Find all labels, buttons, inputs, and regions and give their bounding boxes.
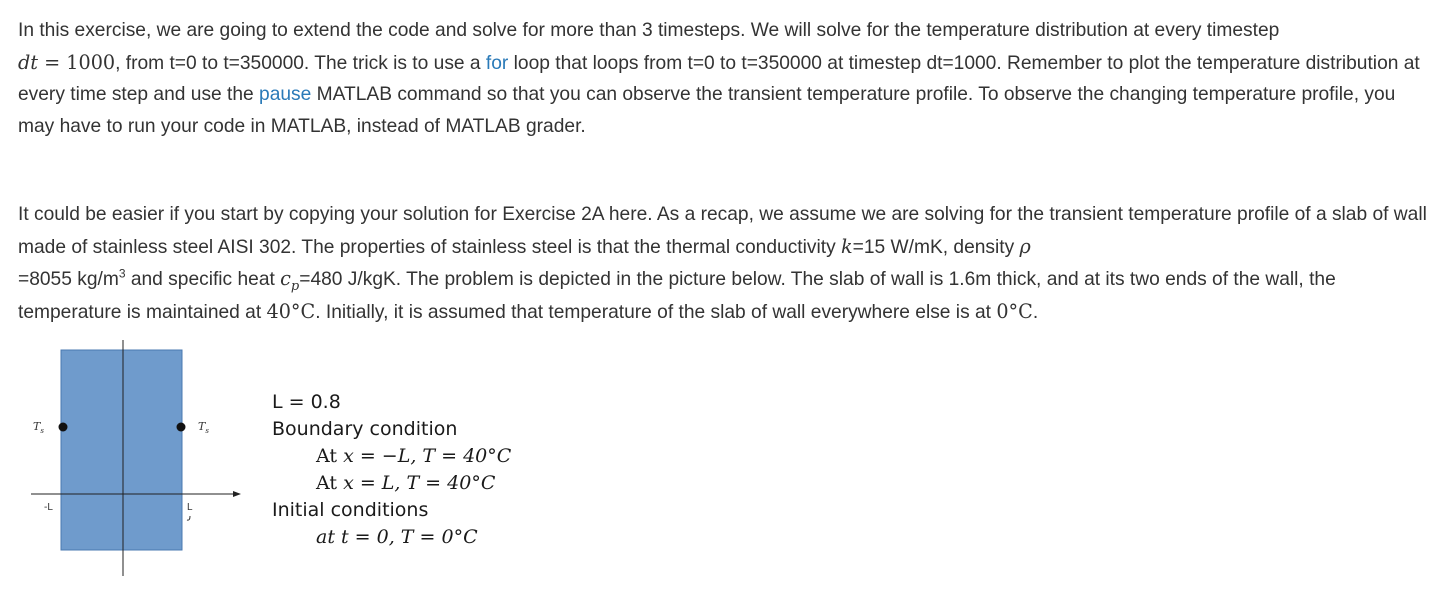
initial-heading: Initial conditions: [272, 499, 429, 521]
right-boundary-point: [177, 423, 186, 432]
intro-text-3: loop that loops from t=0 to t=350000 at timestep dt=1000. Remember to plot the temperature distribution at every time step and use the: [18, 52, 1420, 105]
temp-0-math: 0°C: [996, 299, 1033, 323]
initial-condition: at t = 0, T = 0°C: [316, 526, 478, 548]
k-symbol: k: [841, 234, 853, 258]
intro-text-2: , from t=0 to t=350000. The trick is to use a: [115, 52, 486, 74]
intro-text-1: In this exercise, we are going to extend the code and solve for more than 3 timesteps. We will solve for the temperature distribution at every timestep: [18, 20, 1280, 41]
recap-paragraph: [18, 199, 1428, 328]
recap-text-4: and specific heat: [125, 269, 281, 290]
intro-text-4: MATLAB command so that you can observe the transient temperature profile. To observe the changing temperature profile, you may have to run your code in MATLAB, instead of MATLAB grader.: [18, 84, 1396, 137]
boundary-condition-2: At x = L, T = 40°C: [316, 472, 496, 494]
left-boundary-point: [59, 423, 68, 432]
temp-40-math: 40°C: [266, 299, 316, 323]
l-value-line: L = 0.8: [272, 391, 341, 413]
for-keyword-link[interactable]: for: [485, 52, 509, 74]
slab-diagram-svg: [25, 338, 255, 580]
left-ts-label: $T_s$: [33, 420, 44, 435]
boundary-condition-1: At x = −L, T = 40°C: [316, 445, 512, 467]
p-subscript: p: [290, 278, 300, 294]
boundary-heading: Boundary condition: [272, 418, 458, 440]
recap-text-3: =8055 kg/m: [18, 269, 119, 290]
intro-paragraph: [18, 15, 1428, 142]
recap-text-5: =480 J/kgK. The problem is depicted in the picture below. The slab of wall is 1.6m thick, and at its two ends of the wall, the temperature is maintained at: [18, 269, 1336, 323]
pause-keyword-link[interactable]: pause: [259, 84, 312, 105]
left-tick-label: -L: [44, 502, 53, 513]
c-symbol: c: [280, 267, 291, 290]
right-tick-label: L: [187, 502, 193, 513]
dt-value: = 1000: [38, 50, 116, 74]
cubed-superscript: 3: [118, 266, 126, 281]
dt-variable: dt: [18, 50, 38, 74]
recap-text-7: .: [1032, 301, 1039, 323]
rho-symbol: ρ: [1019, 234, 1031, 258]
tick-mark: [187, 516, 190, 520]
slab-wall: [61, 350, 182, 550]
recap-text-2: =15 W/mK, density: [852, 236, 1020, 258]
conditions-block: [272, 389, 511, 551]
axis-arrow-icon: [233, 491, 241, 497]
right-ts-label: $T_s$: [198, 420, 209, 435]
recap-text-1: It could be easier if you start by copying your solution for Exercise 2A here. As a recap, we assume we are solving for the transient temperature profile of a slab of wall made of stainless steel AISI 302. The properties of stainless steel is that the thermal conductivity: [18, 204, 1427, 258]
recap-text-6: . Initially, it is assumed that temperature of the slab of wall everywhere else is at: [315, 301, 997, 323]
slab-diagram: [25, 338, 255, 580]
